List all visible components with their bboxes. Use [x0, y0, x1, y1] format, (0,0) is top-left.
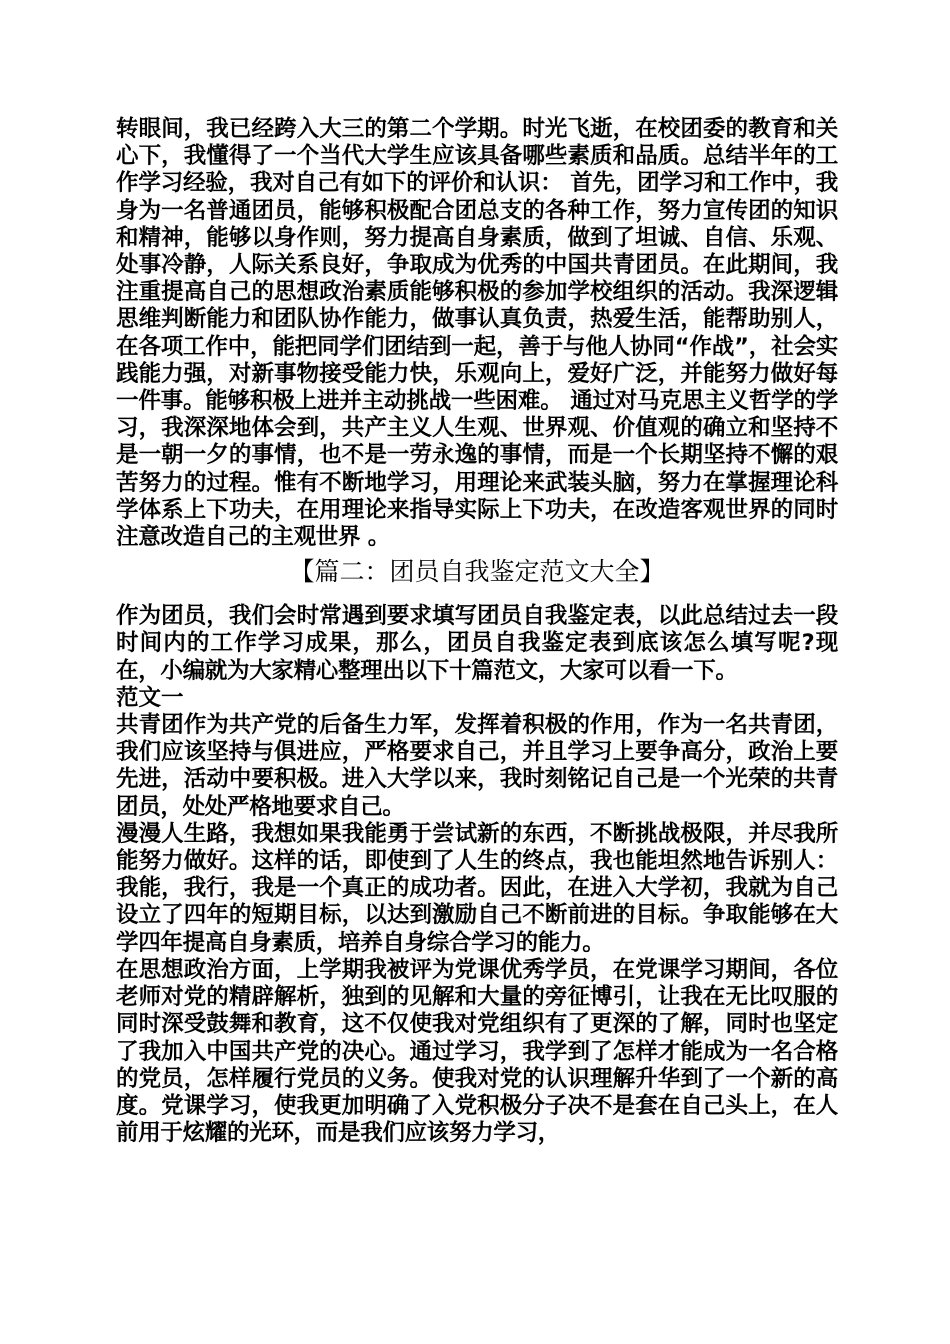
sample-paragraph-3: 在思想政治方面，上学期我被评为党课优秀学员，在党课学习期间，各位老师对党的精辟解析，独到的见解和大量的旁征博引，让我在无比叹服的同时深受鼓舞和教育，这不仅使我对党组织有了更深的了解，同时也坚定了我加入中国共产党的决心。通过学习，我学到了怎样才能成为一名合格的党员，怎样履行党员的义务。使我对党的认识理解升华到了一个新的高度。党课学习，使我更加明确了入党积极分子决不是套在自己头上，在人前用于炫耀的光环，而是我们应该努力学习，: [116, 956, 838, 1147]
section-intro-paragraph: 作为团员，我们会时常遇到要求填写团员自我鉴定表，以此总结过去一段时间内的工作学习成果，那么，团员自我鉴定表到底该怎么填写呢?现在，小编就为大家精心整理出以下十篇范文，大家可以看一下。: [116, 603, 838, 684]
document-page: [116, 116, 838, 1147]
sample-paragraph-1: 共青团作为共产党的后备生力军，发挥着积极的作用，作为一名共青团，我们应该坚持与俱进应，严格要求自己，并且学习上要争高分，政治上要先进，活动中要积极。进入大学以来，我时刻铭记自己是一个光荣的共青团员，处处严格地要求自己。: [116, 712, 838, 820]
sample-paragraph-2: 漫漫人生路，我想如果我能勇于尝试新的东西，不断挑战极限，并尽我所能努力做好。这样的话，即使到了人生的终点，我也能坦然地告诉别人：我能，我行，我是一个真正的成功者。因此，在进入大学初，我就为自己设立了四年的短期目标，以达到激励自己不断前进的目标。争取能够在大学四年提高自身素质，培养自身综合学习的能力。: [116, 820, 838, 956]
intro-paragraph: 转眼间，我已经跨入大三的第二个学期。时光飞逝，在校团委的教育和关心下，我懂得了一个当代大学生应该具备哪些素质和品质。总结半年的工作学习经验，我对自己有如下的评价和认识： 首先，团学习和工作中，我身为一名普通团员，能够积极配合团总支的各种工作，努力宣传团的知识和精神，能够以身作则，努力提高自身素质，做到了坦诚、自信、乐观、处事冷静，人际关系良好，争取成为优秀的中国共青团员。在此期间，我注重提高自己的思想政治素质能够积极的参加学校组织的活动。我深逻辑思维判断能力和团队协作能力，做事认真负责，热爱生活，能帮助别人， 在各项工作中，能把同学们团结到一起，善于与他人协同“作战”，社会实践能力强，对新事物接受能力快，乐观向上，爱好广泛，并能努力做好每一件事。能够积极上进并主动挑战一些困难。 通过对马克思主义哲学的学习，我深深地体会到，共产主义人生观、世界观、价值观的确立和坚持不是一朝一夕的事情，也不是一劳永逸的事情，而是一个长期坚持不懈的艰苦努力的过程。惟有不断地学习，用理论来武装头脑，努力在掌握理论科学体系上下功夫，在用理论来指导实际上下功夫，在改造客观世界的同时注意改造自己的主观世界 。: [116, 116, 838, 551]
sample-label: 范文一: [116, 684, 184, 711]
section-heading: 【篇二：团员自我鉴定范文大全】: [289, 557, 665, 587]
